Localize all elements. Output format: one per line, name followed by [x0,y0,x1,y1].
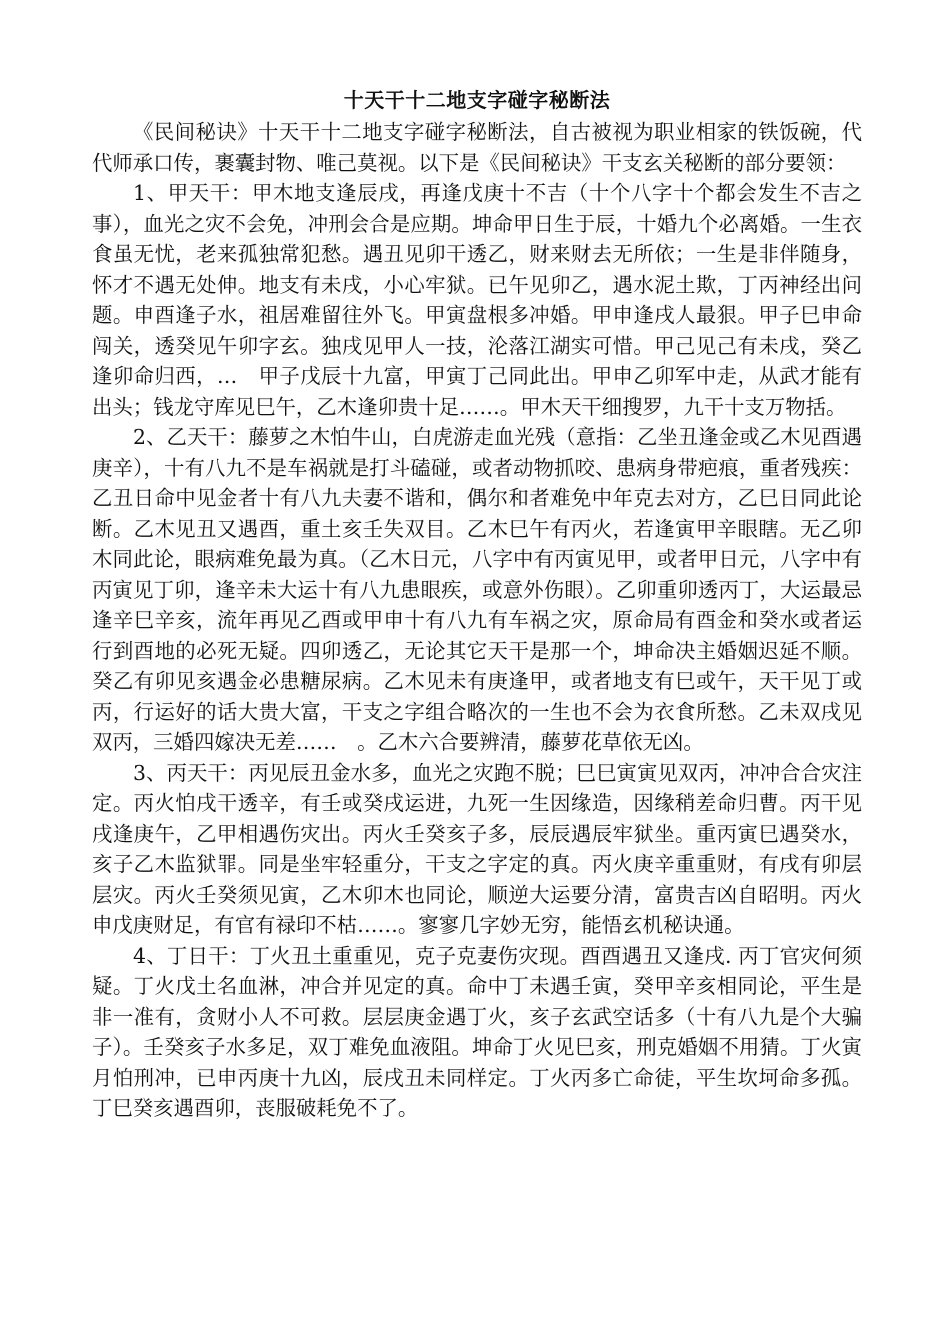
document-page [92,86,862,1124]
document-title: 十天干十二地支字碰字秘断法 [343,88,611,112]
section-yi: 2、乙天干：藤萝之木怕牛山，白虎游走血光残（意指：乙坐丑逢金或乙木见酉遇庚辛），十有八九不是车祸就是打斗磕碰，或者动物抓咬、患病身带疤痕，重者残疾：乙丑日命中见金者十有八九夫妻不谐和，偶尔和者难免中年克去对方，乙巳日同此论断。乙木见丑又遇酉，重土亥壬失双目。乙木巳午有丙火，若逢寅甲辛眼瞎。无乙卯木同此论，眼病难免最为真。（乙木日元，八字中有丙寅见甲，或者甲日元，八字中有丙寅见丁卯，逢辛未大运十有八九患眼疾，或意外伤眼）。乙卯重卯透丙丁，大运最忌逢辛巳辛亥，流年再见乙酉或甲申十有八九有车祸之灾，原命局有酉金和癸水或者运行到酉地的必死无疑。四卯透乙，无论其它天干是那一个，坤命决主婚姻迟延不顺。癸乙有卯见亥遇金必患糖尿病。乙木见未有庚逢甲，或者地支有巳或午，天干见丁或丙，行运好的话大贵大富，干支之字组合略次的一生也不会为衣食所愁。乙未双戌见双丙，三婚四嫁决无差…… 。乙木六合要辨清，藤萝花草依无凶。 [92,425,862,754]
intro-paragraph: 《民间秘诀》十天干十二地支字碰字秘断法，自古被视为职业相家的铁饭碗，代代师承口传，裹囊封物、唯己莫视。以下是《民间秘诀》干支玄关秘断的部分要领： [92,120,862,175]
section-bing: 3、丙天干：丙见辰丑金水多，血光之灾跑不脱；巳巳寅寅见双丙，冲冲合合灾注定。丙火怕戌干透辛，有壬或癸戌运进，九死一生因缘造，因缘稍差命归曹。丙干见戌逢庚午，乙甲相遇伤灾出。丙火壬癸亥子多，辰辰遇辰牢狱坐。重丙寅巳遇癸水，亥子乙木监狱罪。同是坐牢轻重分，干支之字定的真。丙火庚辛重重财，有戌有卯层层灾。丙火壬癸须见寅，乙木卯木也同论，顺逆大运要分清，富贵吉凶自昭明。丙火申戊庚财足，有官有禄印不枯……。寥寥几字妙无穷，能悟玄机秘诀通。 [92,760,862,937]
section-jia: 1、甲天干：甲木地支逢辰戌，再逢戊庚十不吉（十个八字十个都会发生不吉之事），血光之灾不会免，冲刑会合是应期。坤命甲日生于辰，十婚九个必离婚。一生衣食虽无忧，老来孤独常犯愁。遇丑见卯干透乙，财来财去无所依；一生是非伴随身，怀才不遇无处伸。地支有未戌，小心牢狱。已午见卯乙，遇水泥土欺，丁丙神经出问题。申酉逢子水，祖居难留往外飞。甲寅盘根多冲婚。甲申逢戌人最狠。甲子巳申命闯关，透癸见午卯字玄。独戌见甲人一技，沦落江湖实可惜。甲己见己有未戌，癸乙逢卯命归西，… 甲子戊辰十九富，甲寅丁己同此出。甲申乙卯军中走，从武才能有出头；钱龙守库见巳午，乙木逢卯贵十足……。甲木天干细搜罗，九干十支万物括。 [92,181,862,419]
section-ding: 4、丁日干：丁火丑土重重见，克子克妻伤灾现。酉酉遇丑又逢戌. 丙丁官灾何须疑。丁火戊土名血淋，冲合并见定的真。命中丁未遇壬寅，癸甲辛亥相同论，平生是非一准有，贪财小人不可救。层层庚金遇丁火，亥子玄武空话多（十有八九是个大骗子）。壬癸亥子水多足，双丁难免血液阻。坤命丁火见巳亥，刑克婚姻不用猜。丁火寅月怕刑冲，已申丙庚十九凶，辰戌丑未同样定。丁火丙多亡命徒，平生坎坷命多孤。丁巳癸亥遇酉卯，丧服破耗免不了。 [92,943,862,1120]
